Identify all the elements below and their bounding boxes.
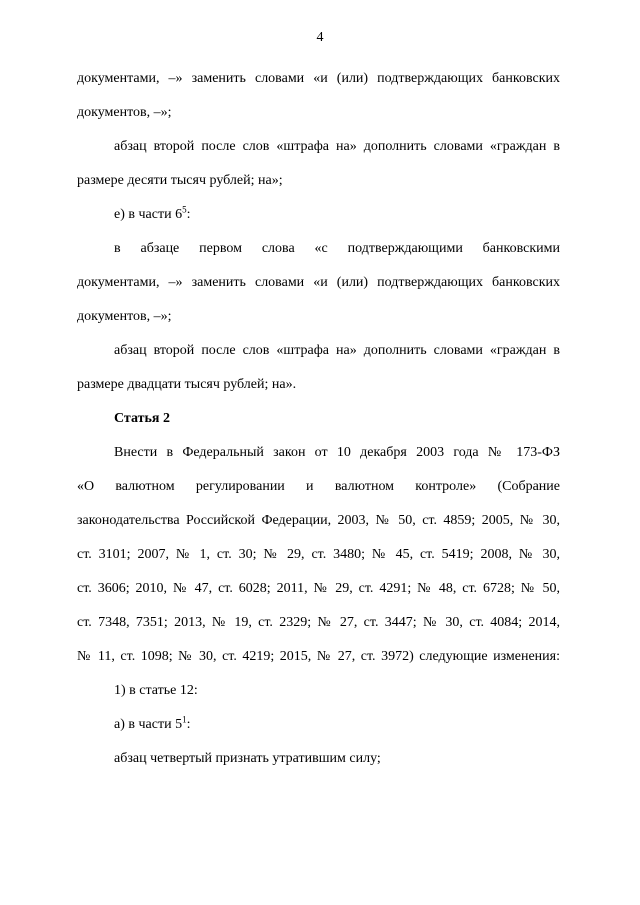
text-line: законодательства Российской Федерации, 2003, № 50, ст. 4859; 2005, № 30,	[77, 513, 560, 528]
text-line: № 11, ст. 1098; № 30, ст. 4219; 2015, № 27, ст. 3972) следующие изменения:	[77, 649, 560, 664]
superscript: 5	[182, 204, 187, 215]
text-line: абзац второй после слов «штрафа на» дополнить словами «граждан в	[114, 139, 560, 154]
list-item-e	[77, 198, 560, 232]
document-body	[77, 62, 560, 776]
text-line: ст. 7348, 7351; 2013, № 19, ст. 2329; № 27, ст. 3447; № 30, ст. 4084; 2014,	[77, 615, 560, 630]
text-line: в абзаце первом слова «с подтверждающими банковскими	[114, 241, 560, 256]
text-line: размере десяти тысяч рублей; на»;	[77, 173, 283, 188]
text-line: документов, –»;	[77, 105, 172, 120]
list-item-a	[77, 708, 560, 742]
page-number: 4	[316, 30, 324, 45]
text-line: абзац второй после слов «штрафа на» дополнить словами «граждан в	[114, 343, 560, 358]
text-line: «О валютном регулировании и валютном контроле» (Собрание	[77, 479, 560, 494]
item-text: е) в части 6	[114, 207, 183, 222]
text-line: документами, –» заменить словами «и (или) подтверждающих банковских	[77, 71, 560, 86]
text-line: документами, –» заменить словами «и (или) подтверждающих банковских	[77, 275, 560, 290]
item-suffix: :	[186, 207, 191, 222]
text-line: ст. 3606; 2010, № 47, ст. 6028; 2011, № 29, ст. 4291; № 48, ст. 6728; № 50,	[77, 581, 560, 596]
text-line: размере двадцати тысяч рублей; на».	[77, 377, 297, 392]
item-text: а) в части 5	[114, 717, 183, 732]
article-heading: Статья 2	[114, 411, 170, 426]
text-line: 1) в статье 12:	[114, 683, 198, 698]
text-line: Внести в Федеральный закон от 10 декабря 2003 года № 173-ФЗ	[114, 445, 560, 460]
text-line: ст. 3101; 2007, № 1, ст. 30; № 29, ст. 3480; № 45, ст. 5419; 2008, № 30,	[77, 547, 560, 562]
item-suffix: :	[186, 717, 191, 732]
text-line: абзац четвертый признать утратившим силу;	[114, 751, 381, 766]
text-line: документов, –»;	[77, 309, 172, 324]
superscript: 1	[182, 714, 187, 725]
